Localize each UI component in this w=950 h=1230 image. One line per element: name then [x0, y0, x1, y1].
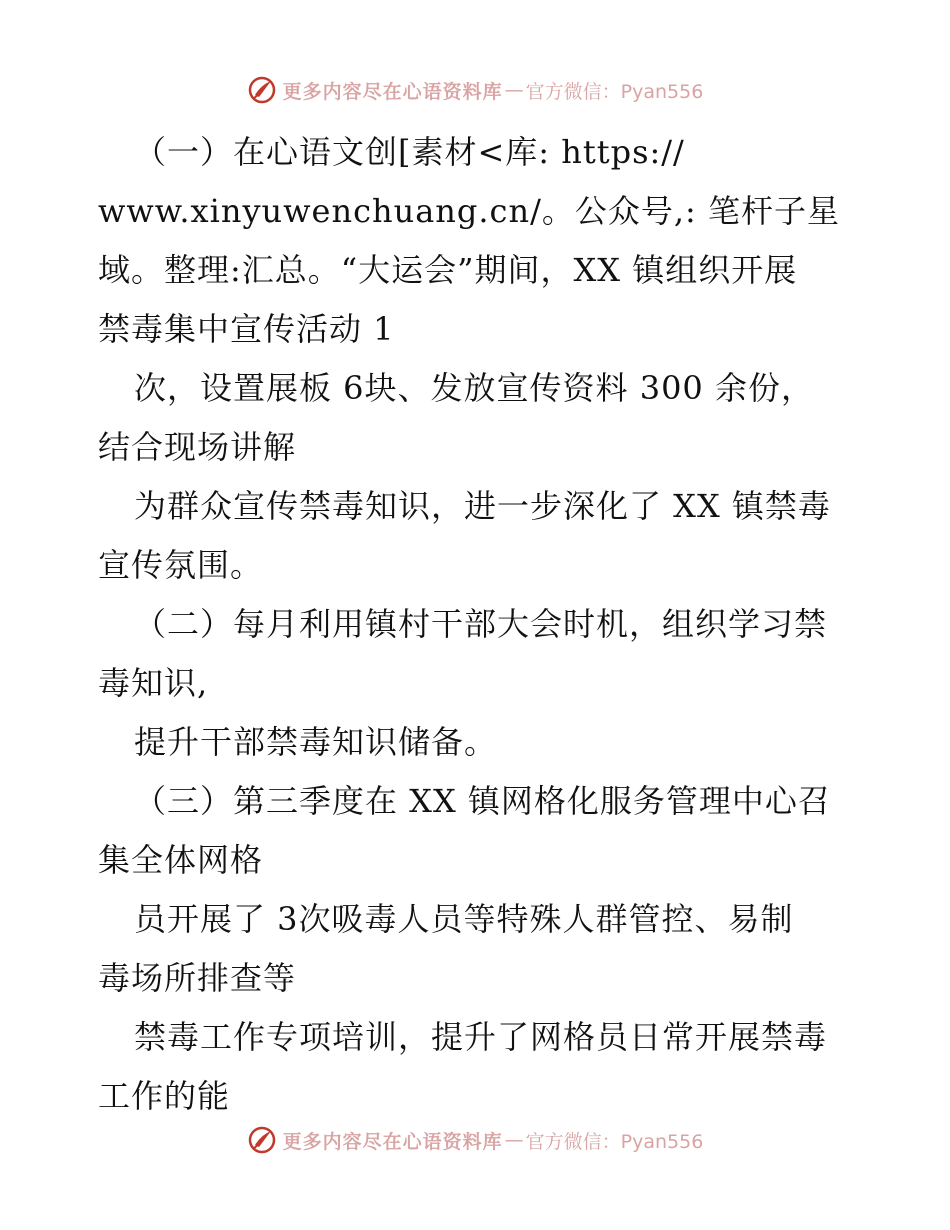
paragraph-line: （三）第三季度在 XX 镇网格化服务管理中心召 [134, 782, 831, 820]
paragraph-line: 次，设置展板 6块、发放宣传资料 300 余份， [134, 369, 814, 407]
quill-logo-icon [247, 75, 277, 105]
banner-brand-text: 更多内容尽在心语资料库 [282, 80, 503, 103]
banner-brand-text: 更多内容尽在心语资料库 [282, 1130, 503, 1153]
document-body [98, 123, 858, 1126]
paragraph-line: 禁毒工作专项培训，提升了网格员日常开展禁毒 [134, 1018, 828, 1056]
banner-wechat-text: 官方微信：Pyan556 [525, 80, 704, 103]
paragraph-line: 为群众宣传禁毒知识，进一步深化了 XX 镇禁毒 [134, 487, 831, 525]
quill-logo-icon [247, 1125, 277, 1155]
banner-separator: — [504, 79, 524, 101]
paragraph-line: （二）每月利用镇村干部大会时机，组织学习禁 [134, 605, 828, 643]
paragraph-line: 提升干部禁毒知识储备。 [134, 723, 498, 761]
banner-separator: — [504, 1129, 524, 1151]
paragraph-line: （一）在心语文创[素材<库: https:// [134, 133, 685, 171]
paragraph-line: 结合现场讲解 [98, 428, 297, 466]
paragraph-line: 禁毒集中宣传活动 1 [98, 310, 395, 348]
paragraph-line: www.xinyuwenchuang.cn/。公众号,: 笔杆子星 [98, 192, 840, 230]
paragraph-line: 宣传氛围。 [98, 546, 264, 584]
paragraph-line: 毒场所排查等 [98, 959, 297, 997]
paragraph-line: 工作的能 [98, 1077, 231, 1115]
paragraph-line: 员开展了 3次吸毒人员等特殊人群管控、易制 [134, 900, 794, 938]
paragraph-line: 集全体网格 [98, 841, 264, 879]
paragraph-line: 域。整理:汇总。“大运会”期间，XX 镇组织开展 [98, 251, 798, 289]
header-banner [0, 70, 950, 110]
paragraph-line: 毒知识, [98, 664, 209, 702]
footer-banner [0, 1120, 950, 1160]
banner-wechat-text: 官方微信：Pyan556 [525, 1130, 704, 1153]
